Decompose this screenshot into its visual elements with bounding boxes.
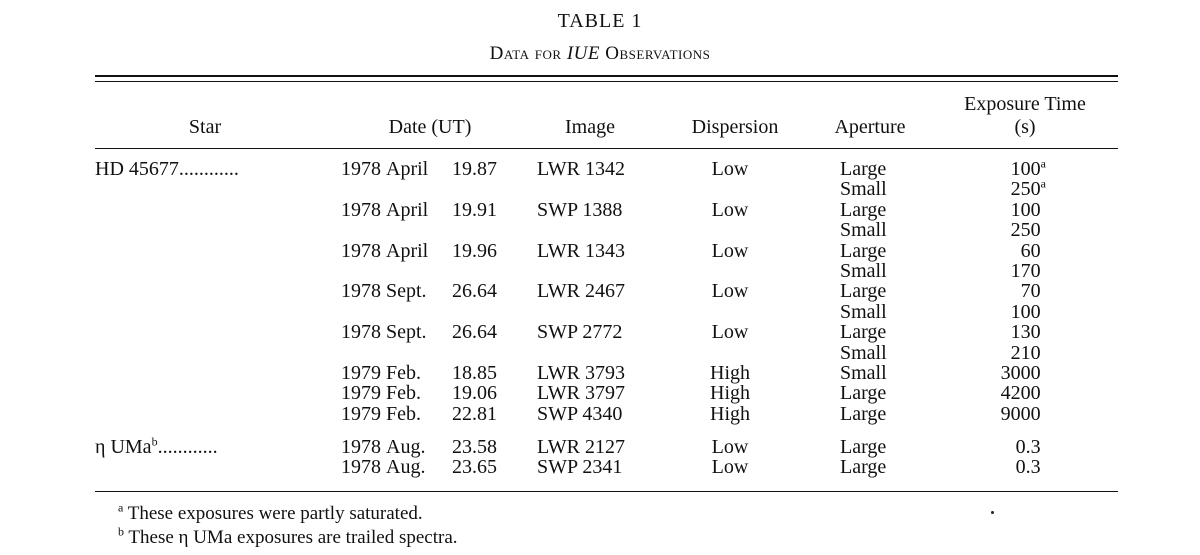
dispersion-cell	[680, 281, 780, 301]
exposure-cell	[960, 302, 1046, 322]
subtitle-iue: IUE	[566, 43, 600, 64]
star-leader: ............	[157, 436, 218, 459]
aperture-cell	[840, 220, 887, 240]
exposure-cell	[960, 281, 1046, 301]
image-cell	[537, 322, 622, 342]
date-cell	[341, 457, 497, 477]
date-month: Sept.	[386, 321, 427, 344]
speck-dot	[991, 511, 994, 514]
date-day: 19.91	[452, 198, 497, 221]
star-note: b	[151, 434, 158, 449]
image-id: SWP 1388	[537, 198, 623, 221]
table-row	[0, 434, 1200, 459]
image-id: LWR 3797	[537, 382, 625, 405]
date-cell	[341, 159, 497, 179]
dispersion-cell	[680, 363, 780, 383]
exposure-cell	[960, 363, 1046, 383]
star-cell	[95, 159, 239, 179]
dispersion-value: Low	[711, 436, 749, 459]
aperture-value: Small	[840, 259, 887, 282]
exposure-note: a	[1040, 176, 1046, 191]
subtitle-pre: Data for	[489, 43, 567, 64]
table-row	[0, 363, 1200, 383]
table-row	[0, 261, 1200, 281]
dispersion-value: Low	[711, 280, 749, 303]
aperture-value: Large	[840, 239, 887, 262]
image-id: LWR 1342	[537, 158, 625, 180]
exposure-value: 4200	[1000, 382, 1041, 405]
aperture-cell	[840, 322, 886, 342]
date-cell	[341, 241, 497, 261]
aperture-cell	[840, 404, 886, 424]
date-month: April	[386, 198, 429, 221]
header-dispersion: Dispersion	[691, 116, 779, 138]
image-id: LWR 1343	[537, 239, 625, 262]
exposure-value: 170	[1010, 259, 1041, 282]
date-year: 1978	[341, 158, 381, 180]
date-year: 1978	[341, 436, 381, 459]
image-id: SWP 2341	[537, 456, 623, 479]
star-cell	[95, 434, 218, 459]
aperture-value: Large	[840, 321, 887, 344]
exposure-cell	[960, 156, 1046, 180]
image-id: SWP 4340	[537, 402, 623, 425]
exposure-cell	[960, 404, 1046, 424]
aperture-cell	[840, 261, 887, 281]
date-year: 1978	[341, 198, 381, 221]
image-cell	[537, 363, 625, 383]
table-row	[0, 200, 1200, 220]
header-star: Star	[188, 116, 222, 138]
dispersion-value: Low	[711, 198, 749, 221]
dispersion-value: Low	[711, 239, 749, 262]
exposure-cell	[960, 457, 1046, 477]
exposure-value: 100	[1010, 300, 1041, 323]
aperture-cell	[840, 302, 887, 322]
date-year: 1978	[341, 456, 381, 479]
image-cell	[537, 200, 622, 220]
image-id: SWP 2772	[537, 321, 623, 344]
exposure-value: 210	[1010, 341, 1041, 364]
dispersion-value: Low	[711, 456, 749, 479]
date-cell	[341, 383, 497, 403]
aperture-value: Small	[840, 178, 887, 201]
exposure-cell	[960, 176, 1046, 201]
aperture-cell	[840, 383, 886, 403]
dispersion-cell	[680, 457, 780, 477]
dispersion-cell	[680, 437, 780, 457]
header-exposure-line1: Exposure Time	[964, 93, 1086, 115]
aperture-cell	[840, 343, 887, 363]
exposure-value: 70	[1020, 280, 1041, 303]
exposure-cell	[960, 383, 1046, 403]
aperture-cell	[840, 457, 886, 477]
aperture-value: Small	[840, 341, 887, 364]
dispersion-cell	[680, 322, 780, 342]
aperture-value: Small	[840, 300, 887, 323]
table-row	[0, 176, 1200, 201]
date-day: 23.58	[452, 436, 497, 459]
date-month: Feb.	[386, 361, 421, 384]
aperture-cell	[840, 159, 886, 179]
aperture-value: Large	[840, 402, 887, 425]
date-year: 1979	[341, 402, 381, 425]
exposure-value: 100	[1010, 158, 1041, 180]
date-day: 23.65	[452, 456, 497, 479]
date-month: Feb.	[386, 402, 421, 425]
dispersion-cell	[680, 241, 780, 261]
date-year: 1978	[341, 239, 381, 262]
aperture-value: Small	[840, 361, 887, 384]
header-exposure-line2: (s)	[1014, 116, 1036, 138]
date-cell	[341, 281, 497, 301]
aperture-value: Large	[840, 198, 887, 221]
exposure-value: 250	[1010, 219, 1041, 242]
exposure-value: 130	[1010, 321, 1041, 344]
footnote-b-text: These η UMa exposures are trailed spectra.	[124, 527, 458, 548]
date-cell	[341, 200, 497, 220]
date-month: April	[386, 158, 429, 180]
date-year: 1979	[341, 361, 381, 384]
exposure-note: a	[1040, 156, 1046, 171]
dispersion-cell	[680, 404, 780, 424]
dispersion-cell	[680, 200, 780, 220]
table-row	[0, 220, 1200, 240]
table-row	[0, 302, 1200, 322]
image-id: LWR 3793	[537, 361, 625, 384]
date-month: Feb.	[386, 382, 421, 405]
dispersion-cell	[680, 383, 780, 403]
exposure-cell	[960, 261, 1046, 281]
table-title: TABLE 1	[557, 10, 643, 32]
exposure-cell	[960, 241, 1046, 261]
dispersion-value: High	[710, 382, 750, 405]
header-rule	[95, 148, 1118, 149]
table-row	[0, 457, 1200, 477]
image-cell	[537, 404, 622, 424]
aperture-value: Large	[840, 382, 887, 405]
star-leader: ............	[178, 158, 239, 180]
exposure-value: 100	[1010, 198, 1041, 221]
aperture-value: Large	[840, 456, 887, 479]
aperture-cell	[840, 241, 886, 261]
exposure-value: 0.3	[1015, 456, 1041, 479]
image-id: LWR 2127	[537, 436, 625, 459]
table-row	[0, 156, 1200, 180]
table-body	[0, 156, 1200, 479]
image-cell	[537, 281, 625, 301]
date-month: Aug.	[386, 436, 426, 459]
image-cell	[537, 437, 625, 457]
aperture-cell	[840, 179, 887, 199]
image-cell	[537, 241, 625, 261]
exposure-cell	[960, 220, 1046, 240]
date-cell	[341, 437, 497, 457]
star-name: η UMa	[95, 436, 152, 459]
aperture-cell	[840, 363, 887, 383]
image-cell	[537, 159, 625, 179]
table-row	[0, 343, 1200, 363]
aperture-cell	[840, 200, 886, 220]
aperture-value: Large	[840, 158, 887, 180]
footnote-a-text: These exposures were partly saturated.	[123, 503, 423, 524]
exposure-value: 250	[1010, 178, 1041, 201]
exposure-cell	[960, 322, 1046, 342]
date-day: 19.06	[452, 382, 497, 405]
table-subtitle	[0, 43, 1200, 65]
date-year: 1979	[341, 382, 381, 405]
image-cell	[537, 457, 622, 477]
header-image: Image	[565, 116, 615, 138]
aperture-value: Large	[840, 436, 887, 459]
aperture-value: Small	[840, 219, 887, 242]
date-day: 26.64	[452, 321, 497, 344]
aperture-cell	[840, 281, 886, 301]
aperture-cell	[840, 437, 886, 457]
date-day: 19.96	[452, 239, 497, 262]
top-rule-2	[95, 81, 1118, 82]
bottom-rule	[95, 491, 1118, 492]
date-year: 1978	[341, 280, 381, 303]
date-month: April	[386, 239, 429, 262]
date-cell	[341, 404, 497, 424]
date-year: 1978	[341, 321, 381, 344]
date-month: Aug.	[386, 456, 426, 479]
table-row	[0, 404, 1200, 424]
aperture-value: Large	[840, 280, 887, 303]
footnote-b	[118, 524, 458, 549]
exposure-value: 3000	[1000, 361, 1041, 384]
dispersion-value: Low	[711, 321, 749, 344]
image-id: LWR 2467	[537, 280, 625, 303]
table-row	[0, 322, 1200, 342]
dispersion-cell	[680, 159, 780, 179]
dispersion-value: Low	[711, 158, 749, 180]
header-aperture: Aperture	[834, 116, 906, 138]
exposure-value: 0.3	[1015, 436, 1041, 459]
table-row	[0, 281, 1200, 301]
top-rule-1	[95, 75, 1118, 77]
date-day: 18.85	[452, 361, 497, 384]
dispersion-value: High	[710, 361, 750, 384]
table-row	[0, 241, 1200, 261]
footnote-a-mark: a	[118, 500, 124, 515]
date-day: 22.81	[452, 402, 497, 425]
exposure-value: 60	[1020, 239, 1041, 262]
dispersion-value: High	[710, 402, 750, 425]
exposure-cell	[960, 437, 1046, 457]
star-name: HD 45677	[95, 158, 179, 180]
exposure-cell	[960, 343, 1046, 363]
footnote-b-mark: b	[118, 524, 124, 539]
footnote-a	[118, 500, 423, 525]
date-cell	[341, 322, 497, 342]
date-day: 26.64	[452, 280, 497, 303]
date-cell	[341, 363, 497, 383]
image-cell	[537, 383, 625, 403]
table-row	[0, 383, 1200, 403]
exposure-cell	[960, 200, 1046, 220]
date-day: 19.87	[452, 158, 497, 180]
exposure-value: 9000	[1000, 402, 1041, 425]
header-date: Date (UT)	[388, 116, 472, 138]
subtitle-post: Observations	[600, 43, 711, 64]
date-month: Sept.	[386, 280, 427, 303]
